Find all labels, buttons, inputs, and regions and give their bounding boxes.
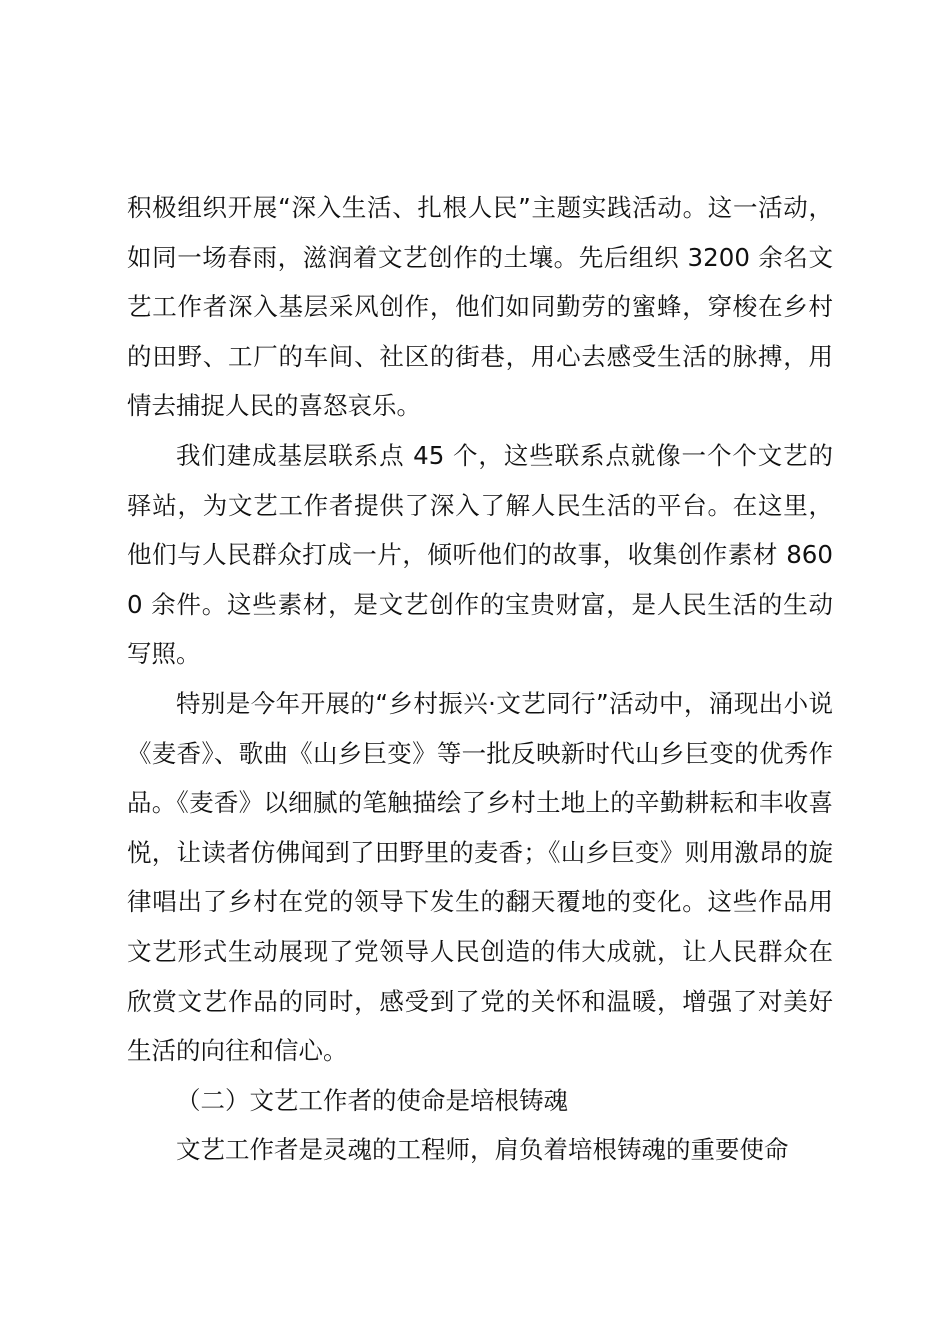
paragraph-continued: 积极组织开展“深入生活、扎根人民”主题实践活动。这一活动，如同一场春雨，滋润着文艺创作的土壤。先后组织 3200 余名文艺工作者深入基层采风创作，他们如同勤劳的蜜蜂，穿梭在乡村的田野、工厂的车间、社区的街巷，用心去感受生活的脉搏，用情去捕捉人民的喜怒哀乐。: [127, 193, 833, 421]
paragraph: 我们建成基层联系点 45 个，这些联系点就像一个个文艺的驿站，为文艺工作者提供了深入了解人民生活的平台。在这里，他们与人民群众打成一片，倾听他们的故事，收集创作素材 8600 余件。这些素材，是文艺创作的宝贵财富，是人民生活的生动写照。: [127, 440, 833, 669]
paragraph: 文艺工作者是灵魂的工程师，肩负着培根铸魂的重要使命: [176, 1135, 789, 1165]
section-heading: （二）文艺工作者的使命是培根铸魂: [176, 1085, 568, 1115]
paragraph: 特别是今年开展的“乡村振兴·文艺同行”活动中，涌现出小说《麦香》、歌曲《山乡巨变》等一批反映新时代山乡巨变的优秀作品。《麦香》以细腻的笔触描绘了乡村土地上的辛勤耕耘和丰收喜悦，让读者仿佛闻到了田野里的麦香；《山乡巨变》则用激昂的旋律唱出了乡村在党的领导下发生的翻天覆地的变化。这些作品用文艺形式生动展现了党领导人民创造的伟大成就，让人民群众在欣赏文艺作品的同时，感受到了党的关怀和温暖，增强了对美好生活的向往和信心。: [127, 688, 833, 1066]
document-body: [127, 183, 833, 1175]
